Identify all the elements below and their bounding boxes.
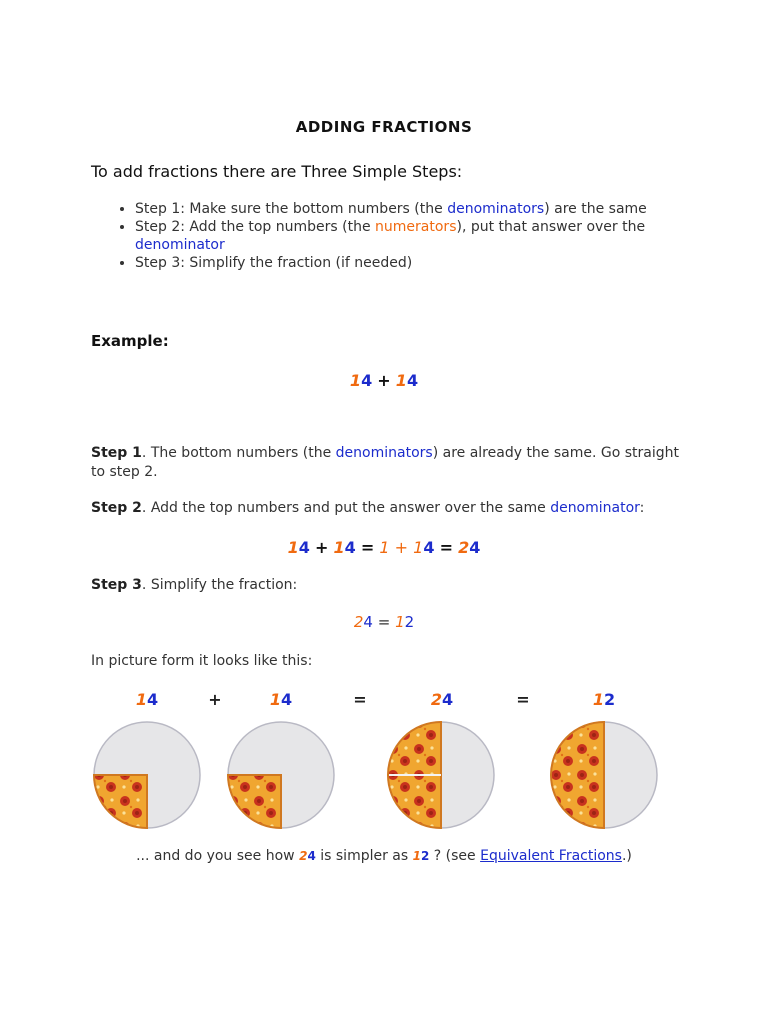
- pizza-quarter-image: [226, 716, 336, 834]
- step3-paragraph: [91, 576, 681, 595]
- caption-text: ... and do you see how: [136, 848, 300, 864]
- numerators-term: numerators: [375, 219, 457, 235]
- numerator: 2: [353, 613, 364, 631]
- step1-text-end: ) are the same: [544, 201, 647, 217]
- step3-equation: [0, 613, 768, 631]
- step2-paragraph: [91, 499, 681, 518]
- numerator-sum: 1 + 1: [379, 538, 424, 557]
- denominator-term: denominator: [135, 237, 225, 253]
- step2-text: Step 2: Add the top numbers (the: [135, 219, 376, 235]
- equals-sign: =: [353, 690, 367, 709]
- picture-intro: In picture form it looks like this:: [91, 653, 313, 669]
- numerator: 1: [395, 613, 405, 631]
- plus-sign: +: [208, 690, 222, 709]
- fraction-label: [577, 690, 631, 709]
- denominator: 4: [298, 538, 310, 557]
- equals-sign: =: [516, 690, 530, 709]
- caption-text-mid: is simpler as: [315, 848, 413, 864]
- pizza-two-quarters-image: [386, 716, 496, 834]
- intro-text: To add fractions there are Three Simple Steps:: [91, 162, 463, 181]
- step2-para-colon: :: [639, 500, 645, 516]
- fraction-label: [415, 690, 469, 709]
- numerator: 2: [299, 849, 308, 863]
- denominator: 2: [420, 849, 430, 863]
- equals-sign: =: [439, 538, 453, 557]
- denominators-term: denominators: [447, 201, 545, 217]
- list-item: [135, 254, 695, 272]
- step2-equation: [0, 538, 768, 557]
- step2-para-text: . Add the top numbers and put the answer over the same: [141, 500, 551, 516]
- step1-para-text: . The bottom numbers (the: [141, 445, 336, 461]
- numerator: 1: [135, 690, 147, 709]
- denominator: 4: [307, 849, 316, 863]
- list-item: [135, 200, 695, 218]
- example-equation: [0, 371, 768, 390]
- numerator: 1: [412, 849, 421, 863]
- fraction-label: [254, 690, 308, 709]
- numerator: 1: [592, 690, 604, 709]
- caption-text-end: .): [621, 848, 632, 864]
- numerator: 1: [395, 371, 407, 390]
- caption-text-see: ? (see: [429, 848, 481, 864]
- numerator: 1: [269, 690, 281, 709]
- pizza-quarter-image: [92, 716, 202, 834]
- denominators-term: denominators: [335, 445, 433, 461]
- pizza-half-image: [549, 716, 659, 834]
- page-title: ADDING FRACTIONS: [295, 118, 473, 136]
- numerator: 2: [458, 538, 470, 557]
- fraction-label: [120, 690, 174, 709]
- step1-label: Step 1: [91, 445, 142, 461]
- plus-sign: +: [377, 371, 391, 390]
- step1-paragraph: [91, 444, 681, 482]
- step3-text: Step 3: Simplify the fraction (if needed): [135, 255, 413, 271]
- denominator: 4: [406, 371, 419, 390]
- list-item: [135, 218, 695, 254]
- caption: [0, 848, 768, 864]
- denominator: 4: [147, 690, 159, 709]
- step3-para-text: . Simplify the fraction:: [141, 577, 298, 593]
- equals-sign: =: [377, 613, 391, 631]
- equals-sign: =: [360, 538, 375, 557]
- step2-text-mid: ), put that answer over the: [456, 219, 646, 235]
- denominator: 4: [469, 538, 481, 557]
- equivalent-fractions-link[interactable]: Equivalent Fractions: [480, 848, 622, 864]
- denominator: 2: [604, 690, 616, 709]
- denominator: 4: [281, 690, 293, 709]
- denominator: 4: [363, 613, 373, 631]
- numerator: 2: [430, 690, 442, 709]
- numerator: 1: [287, 538, 299, 557]
- step1-para-text-end: ) are already the same. Go straight to step 2.: [91, 445, 680, 480]
- denominator: 4: [423, 538, 435, 557]
- step3-label: Step 3: [91, 577, 142, 593]
- example-label: Example:: [91, 332, 169, 350]
- denominator: 4: [361, 371, 373, 390]
- numerator: 1: [349, 371, 362, 390]
- step1-text: Step 1: Make sure the bottom numbers (the: [135, 201, 448, 217]
- denominator: 4: [442, 690, 454, 709]
- denominator-term: denominator: [550, 500, 640, 516]
- denominator: 2: [404, 613, 415, 631]
- numerator: 1: [333, 538, 345, 557]
- plus-sign: +: [315, 538, 329, 557]
- steps-list: [113, 200, 695, 272]
- step2-label: Step 2: [91, 500, 142, 516]
- denominator: 4: [344, 538, 356, 557]
